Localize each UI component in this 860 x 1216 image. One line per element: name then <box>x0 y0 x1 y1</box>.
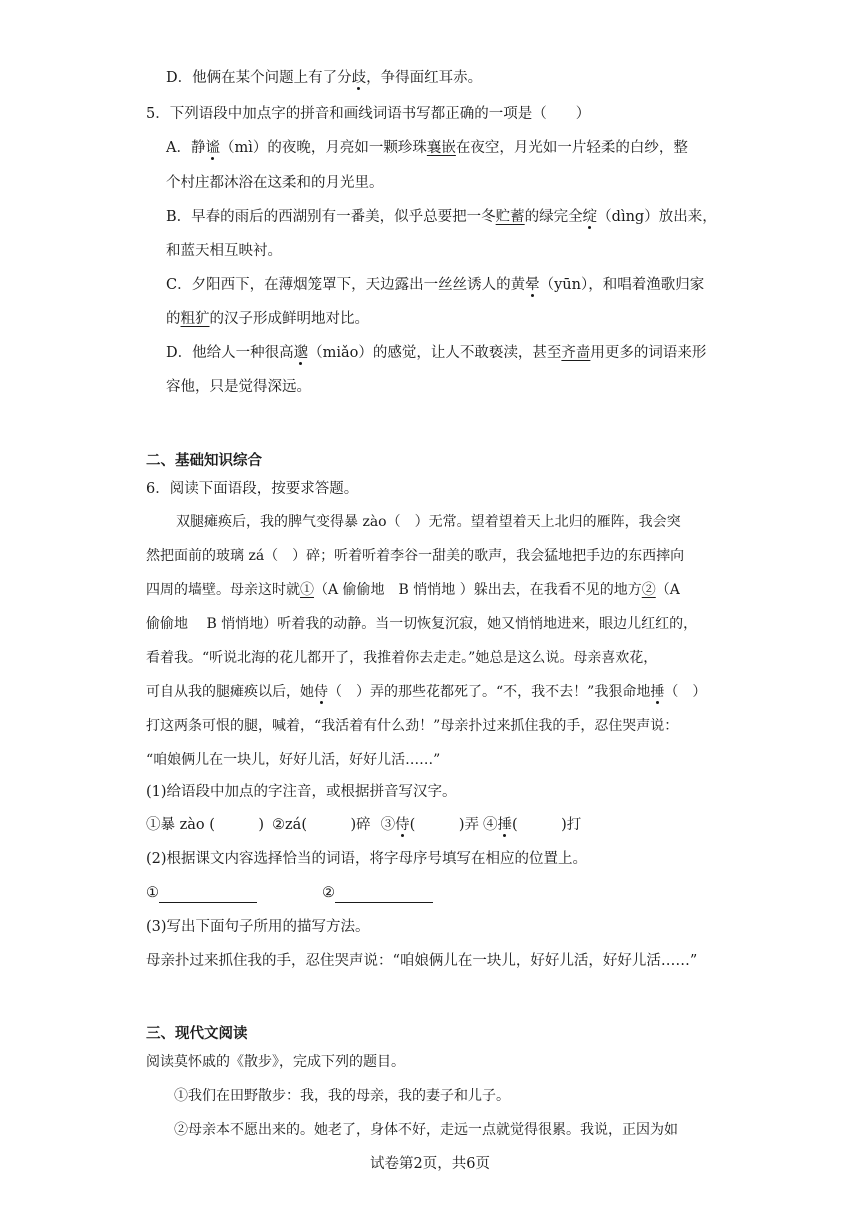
q5-option-d-line2: 容他，只是觉得深远。 <box>166 379 311 395</box>
passage-line: 四周的墙壁。母亲这时就①（A 偷偷地 B 悄悄地 ）躲出去，在我看不见的地方②（A <box>146 582 680 598</box>
page-footer: 试卷第2页，共6页 <box>370 1156 490 1172</box>
section-3-title: 三、现代文阅读 <box>146 1026 248 1042</box>
dotted-char: 捶 <box>497 817 512 833</box>
passage-line: 看着我。“听说北海的花儿都开了，我推着你去走走。”她总是这么说。母亲喜欢花， <box>146 650 658 666</box>
reading-para-2: ②母亲本不愿出来的。她老了，身体不好，走远一点就觉得很累。我说，正因为如 <box>174 1122 678 1138</box>
dotted-char: 侍 <box>395 817 410 833</box>
passage-line: “咱娘俩儿在一块儿，好好儿活，好好儿活……” <box>146 752 441 768</box>
passage-line: 偷偷地 B 悄悄地）听着我的动静。当一切恢复沉寂，她又悄悄地进来，眼边儿红红的， <box>146 616 698 632</box>
subq-2: (2)根据课文内容选择恰当的词语，将字母序号填写在相应的位置上。 <box>146 851 588 867</box>
q5-option-a-line1: A．静谧（mì）的夜晚，月亮如一颗珍珠襄嵌在夜空，月光如一片轻柔的白纱，整 <box>166 140 688 156</box>
q5-option-c-line1: C．夕阳西下，在薄烟笼罩下，天边露出一丝丝诱人的黄晕（yūn），和唱着渔歌归家 <box>166 277 705 293</box>
q5-option-d-line1: D．他给人一种很高邈（miǎo）的感觉，让人不敢亵渎，甚至齐啬用更多的词语来形 <box>166 345 707 361</box>
dotted-char: 谧 <box>205 140 220 156</box>
q5-option-b-line1: B．早春的雨后的西湖别有一番美，似乎总要把一冬贮蓄的绿完全绽（dìng）放出来， <box>166 209 717 225</box>
subq-2-answer-1: ① <box>146 883 257 903</box>
reading-intro: 阅读莫怀戚的《散步》，完成下列的题目。 <box>146 1054 405 1070</box>
subq-2-answer-2: ② <box>322 883 433 903</box>
underlined-word: 贮蓄 <box>495 209 525 225</box>
dotted-char: 捶 <box>650 684 665 700</box>
subq-3-sentence: 母亲扑过来抓住我的手，忍住哭声说：“咱娘俩儿在一块儿，好好儿活，好好儿活……” <box>146 953 698 969</box>
dotted-char: 歧 <box>351 70 367 86</box>
underlined-word: 粗犷 <box>180 311 210 327</box>
underlined-word: 襄嵌 <box>426 140 456 156</box>
dotted-char: 晕 <box>525 277 540 293</box>
q5-option-b-line2: 和蓝天相互映衬。 <box>166 243 282 259</box>
blank-marker-1: ① <box>300 582 314 598</box>
q5-option-a-line2: 个村庄都沐浴在这柔和的月光里。 <box>166 175 384 191</box>
q5-stem: 5．下列语段中加点字的拼音和画线词语书写都正确的一项是（ ） <box>146 106 591 122</box>
subq-1: (1)给语段中加点的字注音，或根据拼音写汉字。 <box>146 784 457 800</box>
q5-option-c-line2: 的粗犷的汉子形成鲜明地对比。 <box>166 311 369 327</box>
dotted-char: 绽 <box>582 209 598 225</box>
subq-1-answers: ①暴 zào ( ) ②zá( )碎 ③侍( )弄 ④捶( )打 <box>146 817 582 833</box>
passage-line: 双腿瘫痪后，我的脾气变得暴 zào（ ）无常。望着望着天上北归的雁阵，我会突 <box>176 514 681 530</box>
passage-line: 打这两条可恨的腿，喊着，“我活着有什么劲！”母亲扑过来抓住我的手，忍住哭声说： <box>146 718 679 734</box>
dotted-char: 邈 <box>293 345 309 361</box>
section-2-title: 二、基础知识综合 <box>146 453 262 469</box>
dotted-char: 侍 <box>314 684 328 700</box>
answer-blank[interactable] <box>159 886 257 903</box>
underlined-word: 齐啬 <box>561 345 591 361</box>
blank-marker-2: ② <box>641 582 656 598</box>
reading-para-1: ①我们在田野散步：我，我的母亲，我的妻子和儿子。 <box>174 1088 510 1104</box>
passage-line: 可自从我的腿瘫痪以后，她侍（ ）弄的那些花都死了。“不，我不去！”我狠命地捶（ ） <box>146 684 707 700</box>
answer-blank[interactable] <box>335 886 433 903</box>
passage-line: 然把面前的玻璃 zá（ ）碎；听着听着李谷一甜美的歌声，我会猛地把手边的东西摔向 <box>146 548 685 564</box>
subq-3: (3)写出下面句子所用的描写方法。 <box>146 919 370 935</box>
q4-option-d: D．他俩在某个问题上有了分歧，争得面红耳赤。 <box>166 70 483 86</box>
q6-stem: 6．阅读下面语段，按要求答题。 <box>146 481 359 497</box>
